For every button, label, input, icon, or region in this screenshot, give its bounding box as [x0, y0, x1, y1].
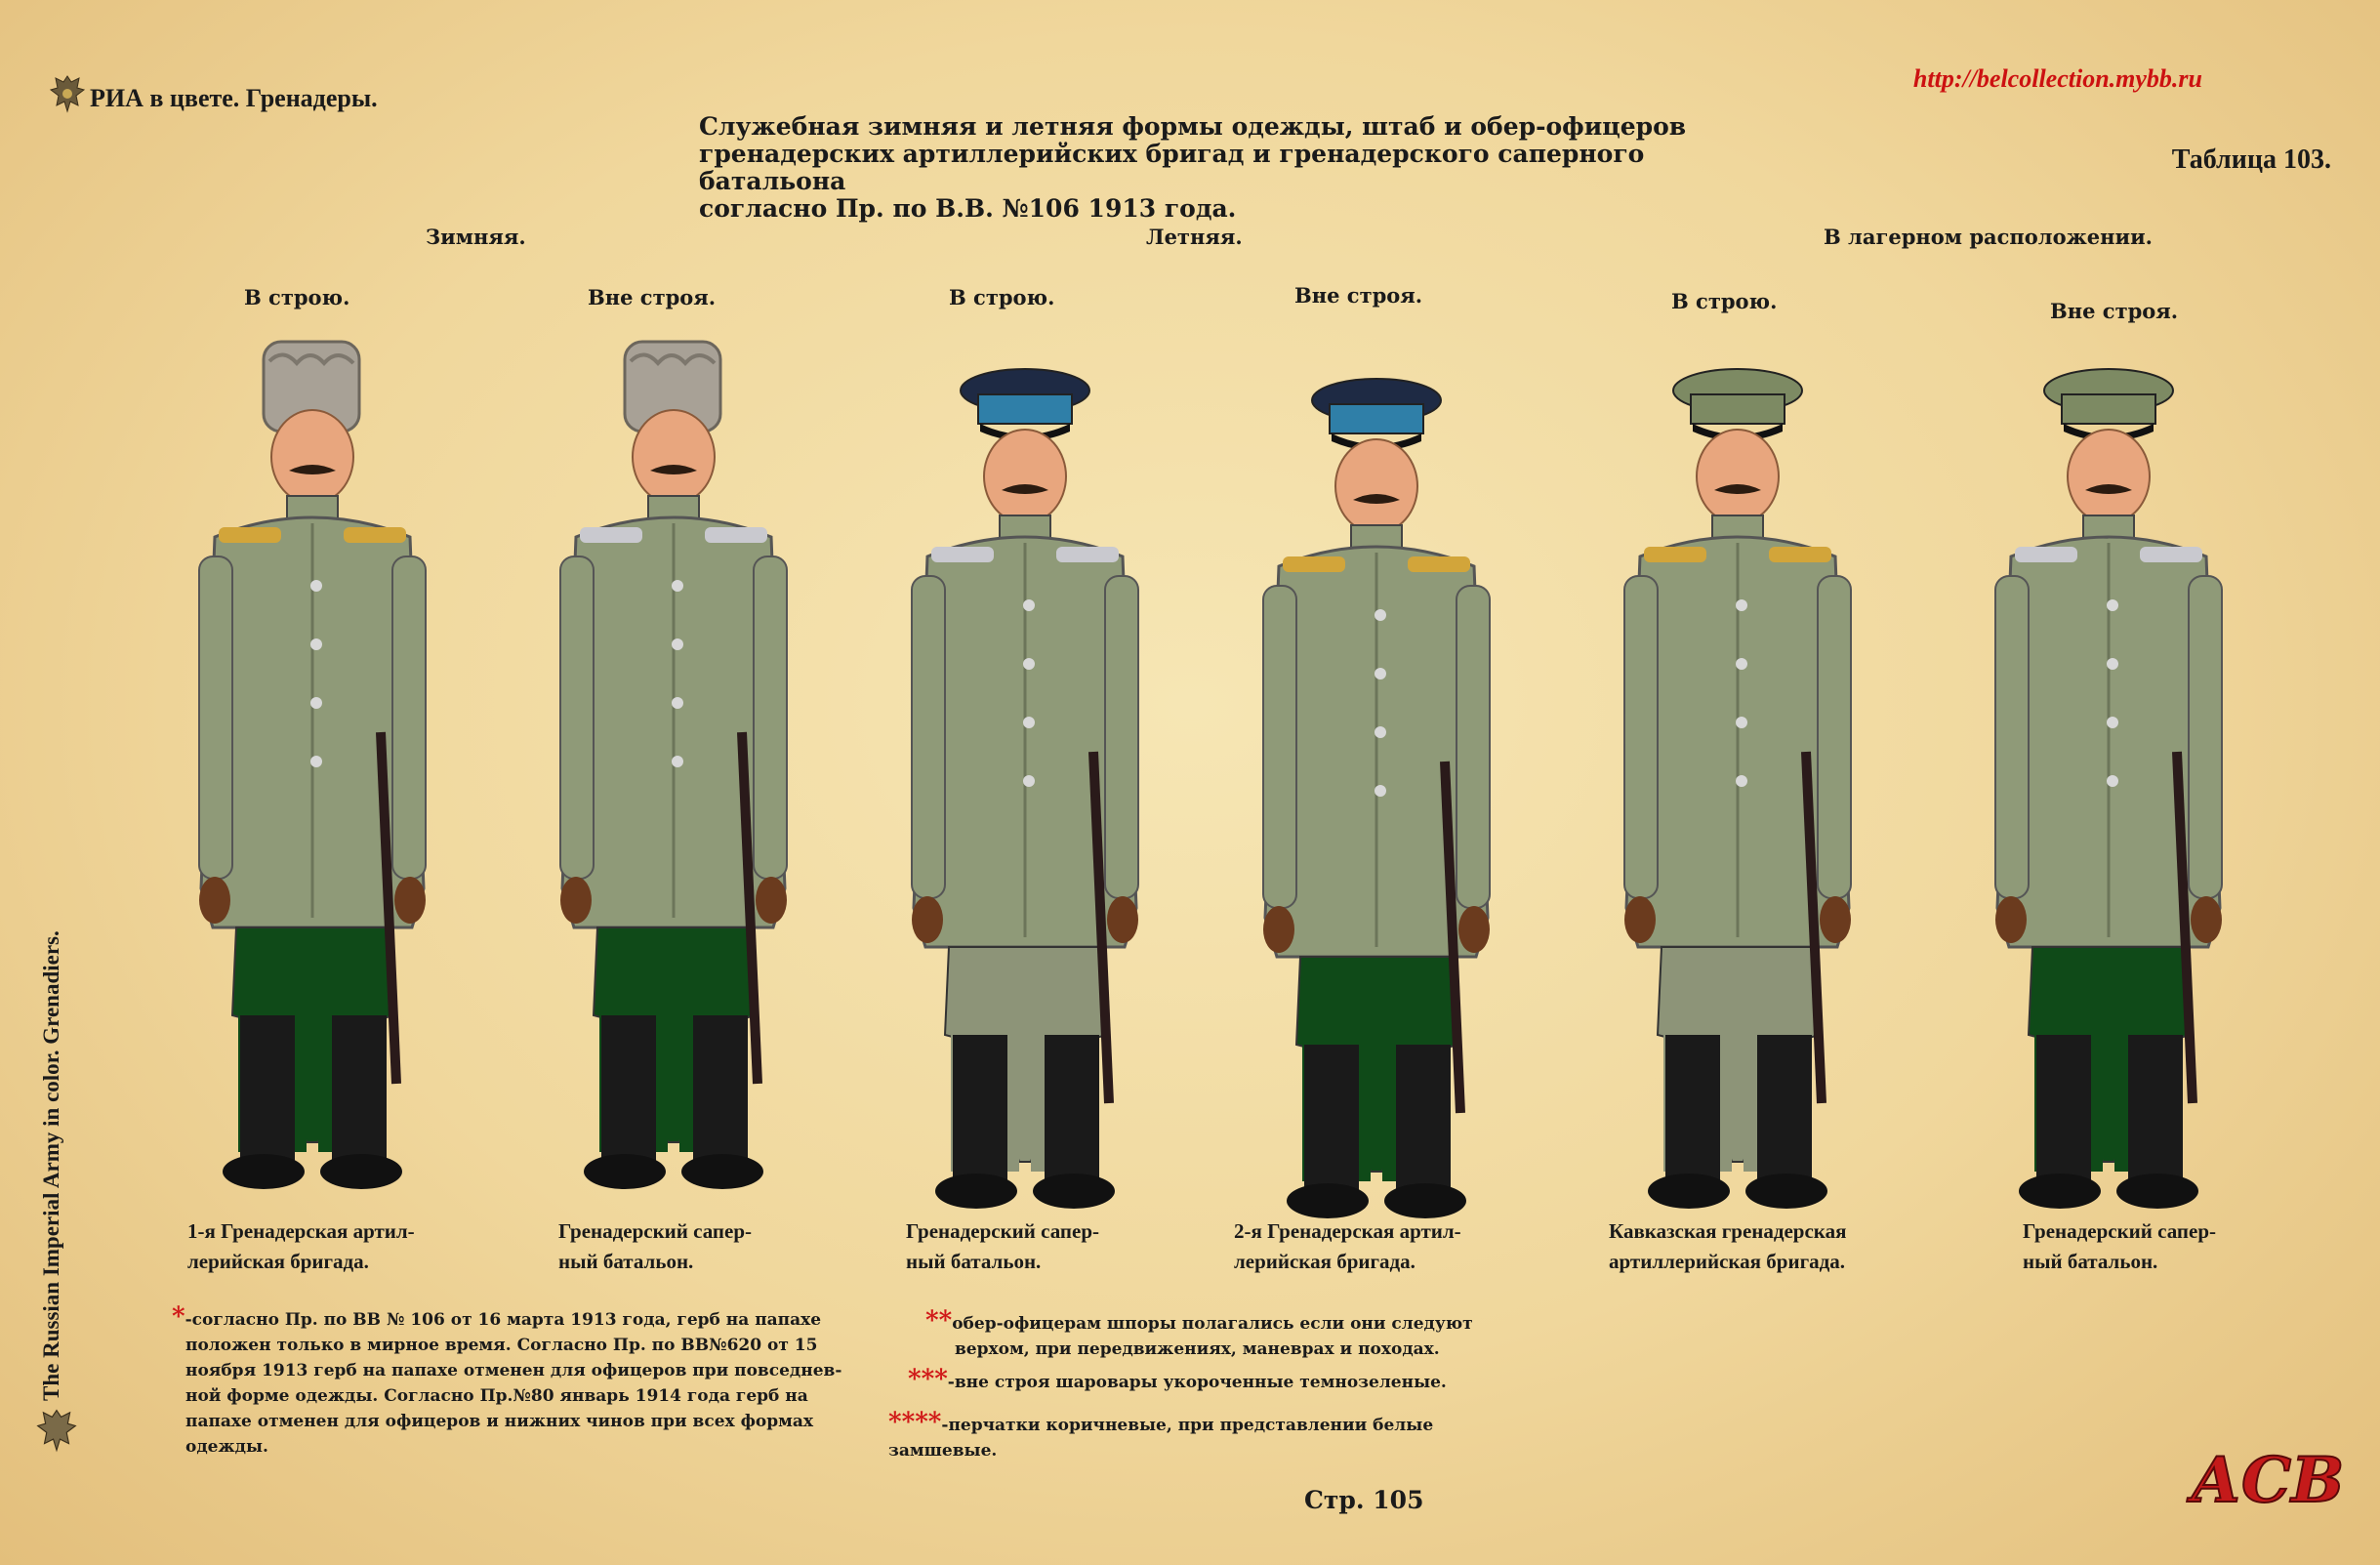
logo-text: АСВ: [2191, 1444, 2345, 1517]
caption-line: ный батальон.: [906, 1250, 1042, 1273]
officer-figure: [547, 342, 800, 1201]
table-number: Таблица 103.: [2171, 144, 2331, 175]
officer-figure: [1250, 371, 1503, 1230]
season-winter: Зимняя.: [426, 225, 526, 249]
note-2: [925, 1308, 1511, 1362]
officer-figure: [185, 342, 439, 1201]
note-line: папахе отменен для офицеров и нижних чинов при всех формах: [185, 1412, 814, 1431]
note-1: [172, 1304, 875, 1460]
note-line: верхом, при передвижениях, маневрах и походах.: [955, 1339, 1440, 1359]
caption-line: Гренадерский сапер-: [2023, 1219, 2217, 1243]
caption-line: Кавказская гренадерская: [1609, 1219, 1847, 1243]
officer-figure: [1611, 361, 1865, 1220]
title-line: гренадерских артиллерийских бригад и гренадерского саперного батальона: [699, 140, 1645, 195]
note-marker: ***: [908, 1365, 948, 1394]
note-line: -перчатки коричневые, при представлении белые замшевые.: [888, 1416, 1434, 1461]
caption-line: лерийская бригада.: [187, 1250, 369, 1273]
officer-figure: [1982, 361, 2236, 1220]
caption-1: [187, 1216, 415, 1277]
order-label-2: Вне строя.: [588, 285, 717, 309]
note-line: -согласно Пр. по ВВ № 106 от 16 марта 1913 года, герб на папахе: [185, 1310, 822, 1330]
caption-line: 1-я Гренадерская артил-: [187, 1219, 415, 1243]
caption-line: лерийская бригада.: [1234, 1250, 1416, 1273]
note-line: ноября 1913 герб на папахе отменен для офицеров при повседнев-: [185, 1361, 842, 1380]
note-4: [888, 1410, 1533, 1463]
note-line: -вне строя шаровары укороченные темнозеленые.: [947, 1373, 1447, 1392]
eagle-emblem-icon: [35, 1406, 78, 1455]
order-label-1: В строю.: [244, 285, 350, 309]
note-line: ной форме одежды. Согласно Пр.№80 январь 1914 года герб на: [185, 1386, 808, 1406]
season-summer: Летняя.: [1146, 225, 1243, 249]
title-line: Служебная зимняя и летняя формы одежды, штаб и обер-офицеров: [699, 112, 1687, 141]
caption-6: [2023, 1216, 2216, 1277]
note-marker: **: [925, 1306, 953, 1336]
note-marker: ****: [888, 1408, 942, 1437]
note-marker: *: [172, 1302, 185, 1332]
caption-5: [1609, 1216, 1846, 1277]
order-label-4: Вне строя.: [1294, 283, 1423, 308]
caption-line: артиллерийская бригада.: [1609, 1250, 1845, 1273]
note-line: положен только в мирное время. Согласно Пр. по ВВ№620 от 15: [185, 1336, 818, 1355]
publisher-logo: [2185, 1425, 2345, 1533]
season-camp: В лагерном расположении.: [1824, 225, 2153, 249]
title-line: согласно Пр. по В.В. №106 1913 года.: [699, 194, 1237, 223]
side-caption: The Russian Imperial Army in color. Grenadiers.: [39, 930, 63, 1401]
caption-line: Гренадерский сапер-: [558, 1219, 753, 1243]
page-title: [699, 113, 1734, 223]
order-label-3: В строю.: [949, 285, 1055, 309]
order-label-5: В строю.: [1671, 289, 1778, 313]
note-line: обер-офицерам шпоры полагались если они следуют: [952, 1314, 1473, 1334]
caption-2: [558, 1216, 752, 1277]
caption-4: [1234, 1216, 1461, 1277]
order-label-6: Вне строя.: [2050, 299, 2179, 323]
caption-line: ный батальон.: [558, 1250, 694, 1273]
website-url[interactable]: http://belcollection.mybb.ru: [1912, 64, 2202, 93]
series-title: РИА в цвете. Гренадеры.: [90, 84, 378, 112]
caption-line: 2-я Гренадерская артил-: [1234, 1219, 1461, 1243]
note-line: одежды.: [185, 1437, 268, 1457]
caption-3: [906, 1216, 1099, 1277]
page-number: Стр. 105: [1304, 1486, 1424, 1514]
note-3: [908, 1367, 1513, 1395]
caption-line: Гренадерский сапер-: [906, 1219, 1100, 1243]
officer-figure: [898, 361, 1152, 1220]
caption-line: ный батальон.: [2023, 1250, 2158, 1273]
double-headed-eagle-icon: [49, 72, 86, 115]
